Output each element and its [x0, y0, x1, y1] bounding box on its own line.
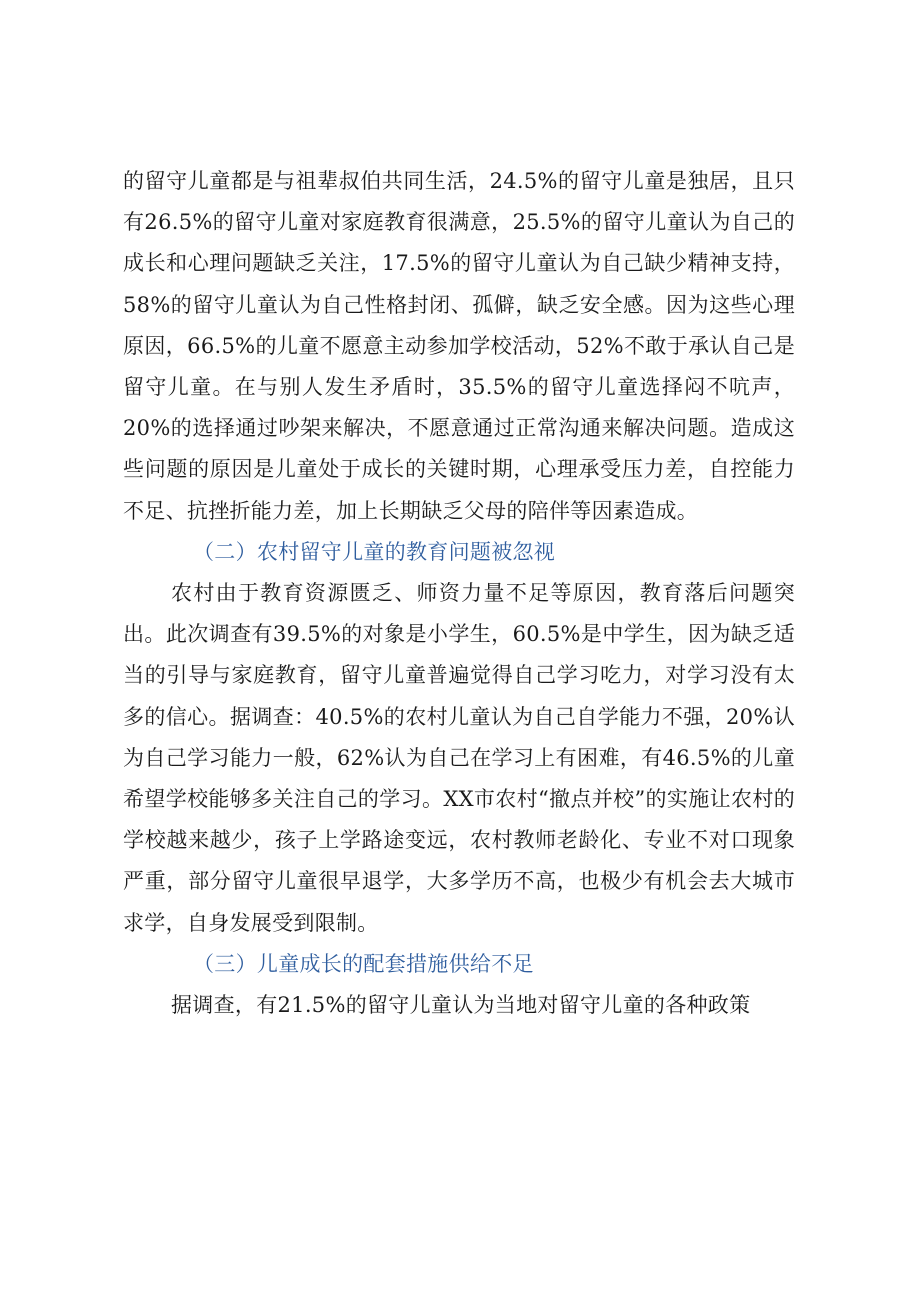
document-body: [123, 161, 795, 1026]
paragraph-rural-education: 农村由于教育资源匮乏、师资力量不足等原因，教育落后问题突出。此次调查有39.5%的对象是小学生，60.5%是中学生，因为缺乏适当的引导与家庭教育，留守儿童普遍觉得自己学习吃力，对学习没有太多的信心。据调查：40.5%的农村儿童认为自己自学能力不强，20%认为自己学习能力一般，62%认为自己在学习上有困难，有46.5%的儿童希望学校能够多关注自己的学习。XX市农村“撤点并校”的实施让农村的学校越来越少，孩子上学路途变远，农村教师老龄化、专业不对口现象严重，部分留守儿童很早退学，大多学历不高，也极少有机会去大城市求学，自身发展受到限制。: [123, 581, 795, 935]
paragraph-left-behind-children-psychology: 的留守儿童都是与祖辈叔伯共同生活，24.5%的留守儿童是独居，且只有26.5%的留守儿童对家庭教育很满意，25.5%的留守儿童认为自己的成长和心理问题缺乏关注，17.5%的留守儿童认为自己缺少精神支持，58%的留守儿童认为自己性格封闭、孤僻，缺乏安全感。因为这些心理原因，66.5%的儿童不愿意主动参加学校活动，52%不敢于承认自己是留守儿童。在与别人发生矛盾时，35.5%的留守儿童选择闷不吭声，20%的选择通过吵架来解决，不愿意通过正常沟通来解决问题。造成这些问题的原因是儿童处于成长的关键时期，心理承受压力差，自控能力不足、抗挫折能力差，加上长期缺乏父母的陪伴等因素造成。: [123, 169, 795, 523]
paragraph-policy-survey: 据调查，有21.5%的留守儿童认为当地对留守儿童的各种政策: [171, 993, 751, 1018]
section-heading-support-measures: （三）儿童成长的配套措施供给不足: [193, 951, 534, 976]
section-heading-education-neglected: （二）农村留守儿童的教育问题被忽视: [193, 539, 556, 564]
